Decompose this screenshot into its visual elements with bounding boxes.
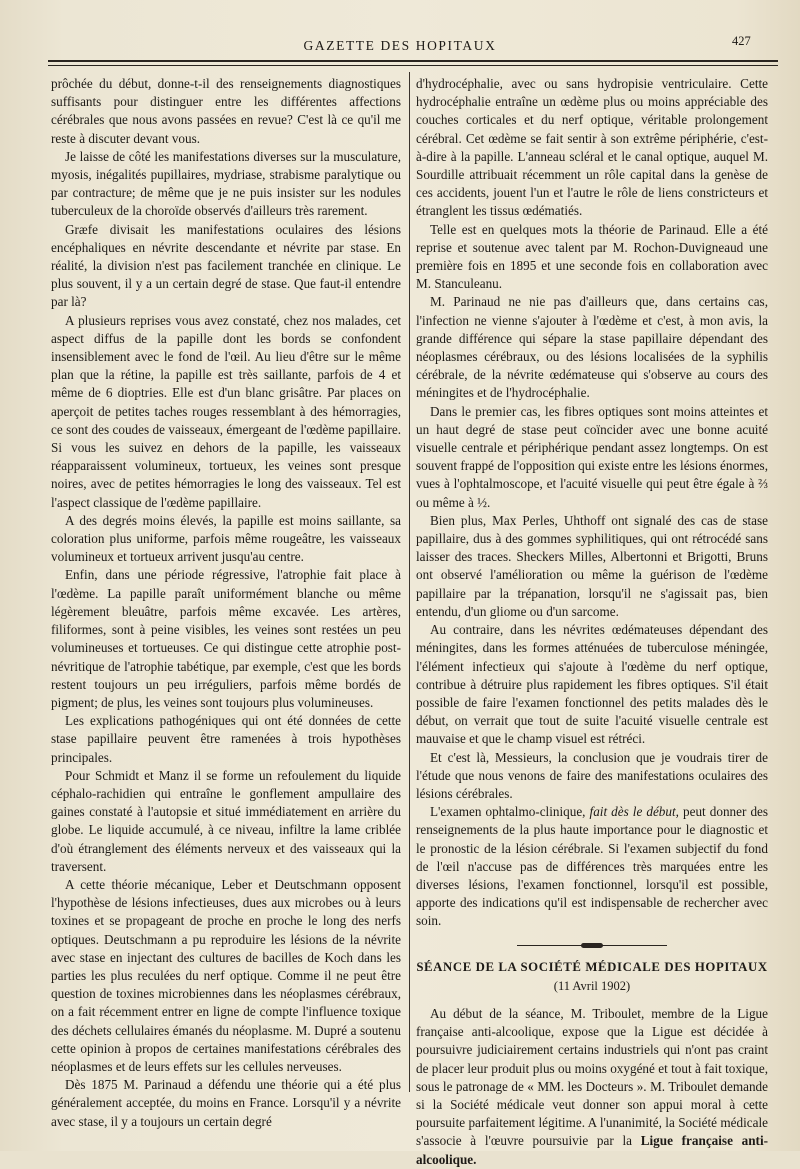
- paragraph: Au contraire, dans les névrites œdémateuses dépendant des méningites, dans les formes atténuées de tuberculose méningée, l'élément infectieux qui s'ajoute à l'œdème du nerf optique, contribue à détruire plus rapidement les fibres optiques. S'il était possible de faire l'examen fonctionnel des petits malades dès le début, on verrait que tout de suite l'acuité visuelle centrale est mauvaise et que le champ visuel est rétréci.: [416, 622, 768, 747]
- paragraph-exam: [416, 803, 768, 930]
- paragraph: d'hydrocéphalie, avec ou sans hydropisie ventriculaire. Cette hydrocéphalie entraîne un œdème plus ou moins appréciable des couches corticales et du nerf optique, véritable prolongement cérébral. Cet œdème se fait sentir à son extrême périphérie, c'est-à-dire à la papille. L'anneau scléral et le canal optique, auquel M. Sourdille attribuait récemment un rôle capital dans la genèse de ces accidents, jouent l'un et l'autre le rôle de liens constricteurs et étranglent les tissus œdématiés.: [416, 76, 768, 219]
- paragraph: Telle est en quelques mots la théorie de Parinaud. Elle a été reprise et soutenue avec talent par M. Rochon-Duvigneaud une première fois en 1895 et une seconde fois en collaboration avec M. Stanculeanu.: [416, 221, 768, 292]
- section-date: (11 Avril 1902): [553, 978, 631, 993]
- paragraph: Dans le premier cas, les fibres optiques sont moins atteintes et un haut degré de stase peut coïncider avec une bonne acuité visuelle centrale et périphérique pendant assez longtemps. On est souvent frappé de l'opposition qui existe entre les lésions énormes, vues à l'ophtalmoscope, et l'acuité visuelle qui peut être égale à ⅔ ou même à ½.: [416, 403, 768, 510]
- paragraph: A des degrés moins élevés, la papille est moins saillante, sa coloration plus uniforme, parfois même rougeâtre, les vaisseaux volumineux et tortueux arrivent jusqu'au centre.: [51, 512, 401, 565]
- paragraph: Et c'est là, Messieurs, la conclusion que je voudrais tirer de l'étude que nous venons de faire des manifestations oculaires des lésions cérébrales.: [416, 749, 768, 801]
- paragraph: Les explications pathogéniques qui ont été données de cette stase papillaire peuvent être ramenées à trois hypothèses principales.: [51, 713, 401, 765]
- paragraph: Enfin, dans une période régressive, l'atrophie fait place à l'œdème. La papille paraît uniformément blanche ou même légèrement bleuâtre, parfois même excavée. Les artères, filiformes, sont à peine visibles, les veines sont restées un peu volumineuses et tortueuses. Ce qui distingue cette atrophie post-névritique de l'atrophie tabétique, par exemple, c'est que les bords restent toujours un peu irréguliers, parfois même bordés de pigment; de plus, les veines sont toujours plus volumineuses.: [51, 567, 401, 710]
- section-text: Au début de la séance, M. Triboulet, membre de la Ligue française anti-alcoolique, expose que la Ligue est décidée à poursuivre judiciairement certains industriels qui n'ont pas craint de placer leur produit plus ou moins oxygéné et tout à fait toxique, sous le patronage de « MM. les Docteurs ». M. Triboulet demande si la Société médicale veut donner son appui moral à cette poursuite parfaitement légitime. A l'unanimité, la Société médicale s'associe à l'œuvre poursuivie par la: [416, 1005, 768, 1149]
- section-separator: [517, 945, 667, 946]
- section-title: SÉANCE DE LA SOCIÉTÉ MÉDICALE DES HOPITAUX: [416, 959, 768, 974]
- column-divider: [409, 72, 410, 1092]
- paragraph: A plusieurs reprises vous avez constaté, chez nos malades, cet aspect diffus de la papille dont les bords se confondent insensiblement avec le fond de l'œil. Au lieu d'être sur le même plan que la rétine, la papille est très saillante, parfois de 4 et même de 6 dioptries. Elle est d'un blanc grisâtre. Par places on aperçoit de petites taches rouges ressemblant à des hémorragies, ce sont des coudes de vaisseaux, émergeant de l'œdème papillaire. Si vous les suivez en dehors de la papille, les vaisseaux réapparaissent volumineux, tortueux, les veines sont presque noires, avec de petites hémorragies le long des vaisseaux. Tel est l'aspect classique de l'œdème papillaire.: [51, 312, 401, 510]
- paragraph: Pour Schmidt et Manz il se forme un refoulement du liquide céphalo-rachidien qui entraîne le gonflement ampullaire des gaines constaté à l'autopsie et situé immédiatement en arrière du globe. Le liquide accumulé, à ce niveau, infiltre la lame criblée d'où étranglement des éléments nerveux et des vaisseaux qui la traversent.: [51, 767, 401, 874]
- exam-text-after: peut donner des renseignements de la plus haute importance pour le diagnostic et le pronostic de la lésion cérébrale. Si l'examen subjectif du fond de l'œil n'accuse pas de différences très marquées entre les diverses lésions, l'examen fonctionnel, lorsqu'il est possible, apporte des indications qu'il est indispensable de rechercher avec soin.: [416, 804, 769, 929]
- header-rule-thin: [48, 65, 778, 66]
- paragraph: Græfe divisait les manifestations oculaires des lésions encéphaliques en névrite descendante et névrite par stase. En réalité, la division n'est pas facilement tranchée en clinique. Le plus souvent, il y a un certain degré de stase. Que faut-il entendre par là?: [51, 221, 401, 310]
- section-text-bold: Ligue française anti-alcoolique.: [416, 1133, 768, 1167]
- paragraph: A cette théorie mécanique, Leber et Deutschmann opposent l'hypothèse de lésions infectieuses, dues aux microbes ou à leurs toxines et se propageant de proche en proche le long des nerfs optiques. Deutschmann a pu reproduire les lésions de la névrite avec stase en injectant des cultures de bacilles de Koch dans les parties les plus reculées du nerf optique. Comme il ne peut être question de toxines microbiennes dans les néoplasmes cérébraux, on a fait récemment entrer en ligne de compte l'influence toxique des déchets cellulaires émanés du néoplasme. M. Dupré a soutenu cette opinion à propos de certaines manifestations cérébrales des néoplasmes et de leurs effets sur les cellules nerveuses.: [51, 876, 401, 1074]
- paragraph: M. Parinaud ne nie pas d'ailleurs que, dans certains cas, l'infection ne vienne s'ajouter à l'œdème et c'est, à mon avis, la grande différence qui sépare la stase papillaire dépendant des néoplasmes cérébraux, ou des lésions localisées de la syphilis cérébrale, de la névrite œdémateuse qui s'observe au cours des méningites et de l'hydrocéphalie.: [416, 294, 768, 401]
- page-header-title: GAZETTE DES HOPITAUX: [303, 38, 497, 53]
- exam-text-italic: fait dès le début,: [589, 804, 679, 820]
- left-column: [51, 75, 401, 1131]
- paragraph: Dès 1875 M. Parinaud a défendu une théorie qui a été plus généralement acceptée, du moins en France. Lorsqu'il y a névrite avec stase, il y a toujours un certain degré: [51, 1077, 401, 1129]
- exam-text-before: L'examen ophtalmo-clinique,: [430, 804, 590, 820]
- paragraph: Je laisse de côté les manifestations diverses sur la musculature, myosis, inégalités pupillaires, mydriase, strabisme paralytique ou par contracture; de même que je ne puis insister sur les nodules tuberculeux de la choroïde observés d'ailleurs très rarement.: [51, 148, 401, 219]
- right-column: [416, 75, 768, 1169]
- paragraph: prôchée du début, donne-t-il des renseignements diagnostiques suffisants pour distinguer entre les différentes affections cérébrales que nous avons passées en revue? C'est là ce qu'il me reste à discuter devant vous.: [51, 76, 401, 146]
- paragraph: Bien plus, Max Perles, Uhthoff ont signalé des cas de stase papillaire, dus à des gommes syphilitiques, qui ont rétrocédé sans laisser des traces. Sheckers Milles, Albertonni et Brigotti, Bruns ont observé l'amélioration ou même la guérison de l'œdème papillaire par la trépanation, lorsqu'il ne s'agissait pas, bien entendu, d'un gliome ou d'un sarcome.: [416, 512, 768, 619]
- header-rule-thick: [48, 60, 778, 62]
- page-number: 427: [732, 34, 751, 48]
- section-paragraph: [416, 1005, 768, 1169]
